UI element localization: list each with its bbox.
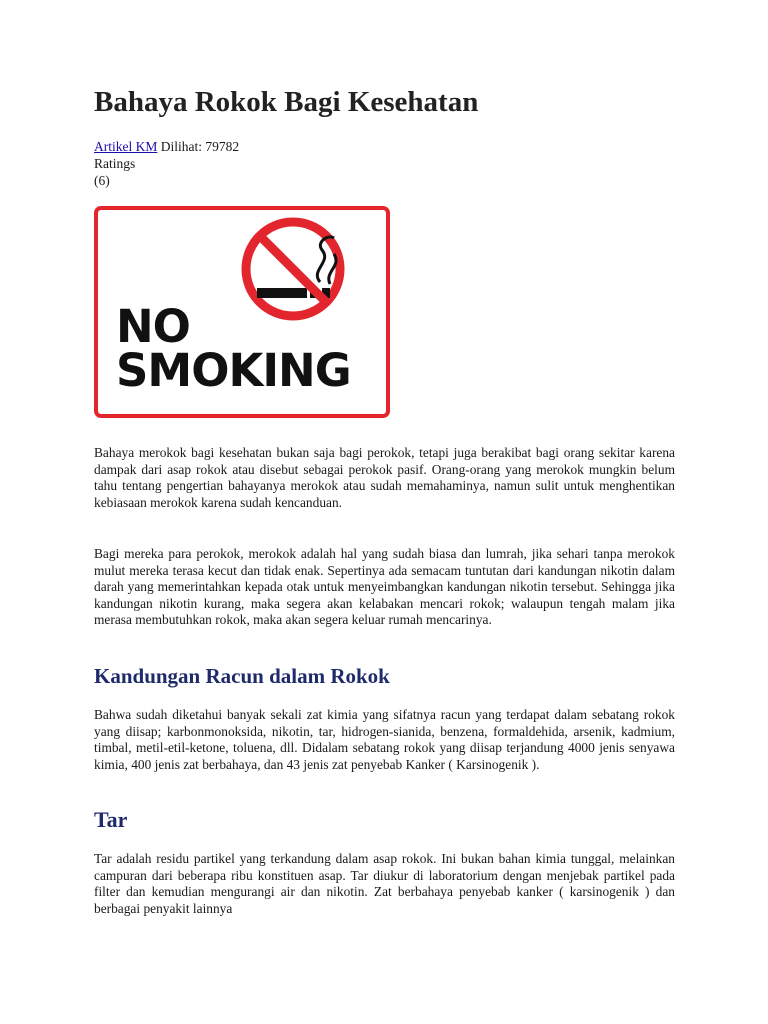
sign-text: [116, 300, 351, 397]
category-link[interactable]: Artikel KM: [94, 139, 158, 154]
meta-line: [94, 138, 239, 155]
section-heading-racun: Kandungan Racun dalam Rokok: [94, 664, 390, 688]
tar-paragraph: Tar adalah residu partikel yang terkandung dalam asap rokok. Ini bukan bahan kimia tunggal, melainkan campuran dari beberapa ribu konstituen asap. Tar diukur di laboratorium dengan menjebak partikel pada filter dan kemudian mengurangi air dan nikotin. Zat berbahaya penyebab kanker ( karsinogenik ) dan berbagai penyakit lainnya: [94, 851, 675, 916]
ratings-count: (6): [94, 173, 110, 188]
ratings-label: Ratings: [94, 156, 136, 171]
article-meta: [94, 138, 239, 189]
intro-paragraph-2: Bagi mereka para perokok, merokok adalah hal yang sudah biasa dan lumrah, jika sehari tanpa merokok mulut mereka terasa kecut dan tidak enak. Sepertinya ada semacam tuntutan dari kandungan nikotin dalam darah yang memerintahkan kepada otak untuk menyeimbangkan kandungan nikotin tersebut. Sehingga jika kandungan nikotin kurang, maka segera akan kelabakan mencari rokok; walaupun tengah malam jika merasa membutuhkan rokok, maka akan segera keluar rumah mencarinya.: [94, 546, 675, 628]
views-count: Dilihat: 79782: [157, 139, 240, 154]
section-heading-tar: Tar: [94, 807, 128, 832]
page-title: Bahaya Rokok Bagi Kesehatan: [94, 86, 479, 118]
racun-paragraph: Bahwa sudah diketahui banyak sekali zat kimia yang sifatnya racun yang terdapat dalam sebatang rokok yang diisap; karbonmonoksida, nikotin, tar, hidrogen-sianida, benzena, formaldehida, arsenik, kadmium, timbal, metil-etil-ketone, toluena, dll. Didalam sebatang rokok yang diisap terjandung 4000 jenis senyawa kimia, 400 jenis zat berbahaya, dan 43 jenis zat penyebab Kanker ( Karsinogenik ).: [94, 707, 675, 772]
no-smoking-sign-image: [94, 206, 390, 418]
intro-paragraph-1: Bahaya merokok bagi kesehatan bukan saja bagi perokok, tetapi juga berakibat bagi orang sekitar karena dampak dari asap rokok atau disebut sebagai perokok pasif. Orang-orang yang merokok mungkin belum tahu tentang pengertian bahayanya merokok atau sudah memahaminya, namun sulit untuk menghentikan kebiasaan merokok karena sudah kencanduan.: [94, 445, 675, 510]
sign-line-no: NO: [116, 300, 190, 353]
sign-line-smoking: SMOKING: [116, 344, 351, 397]
